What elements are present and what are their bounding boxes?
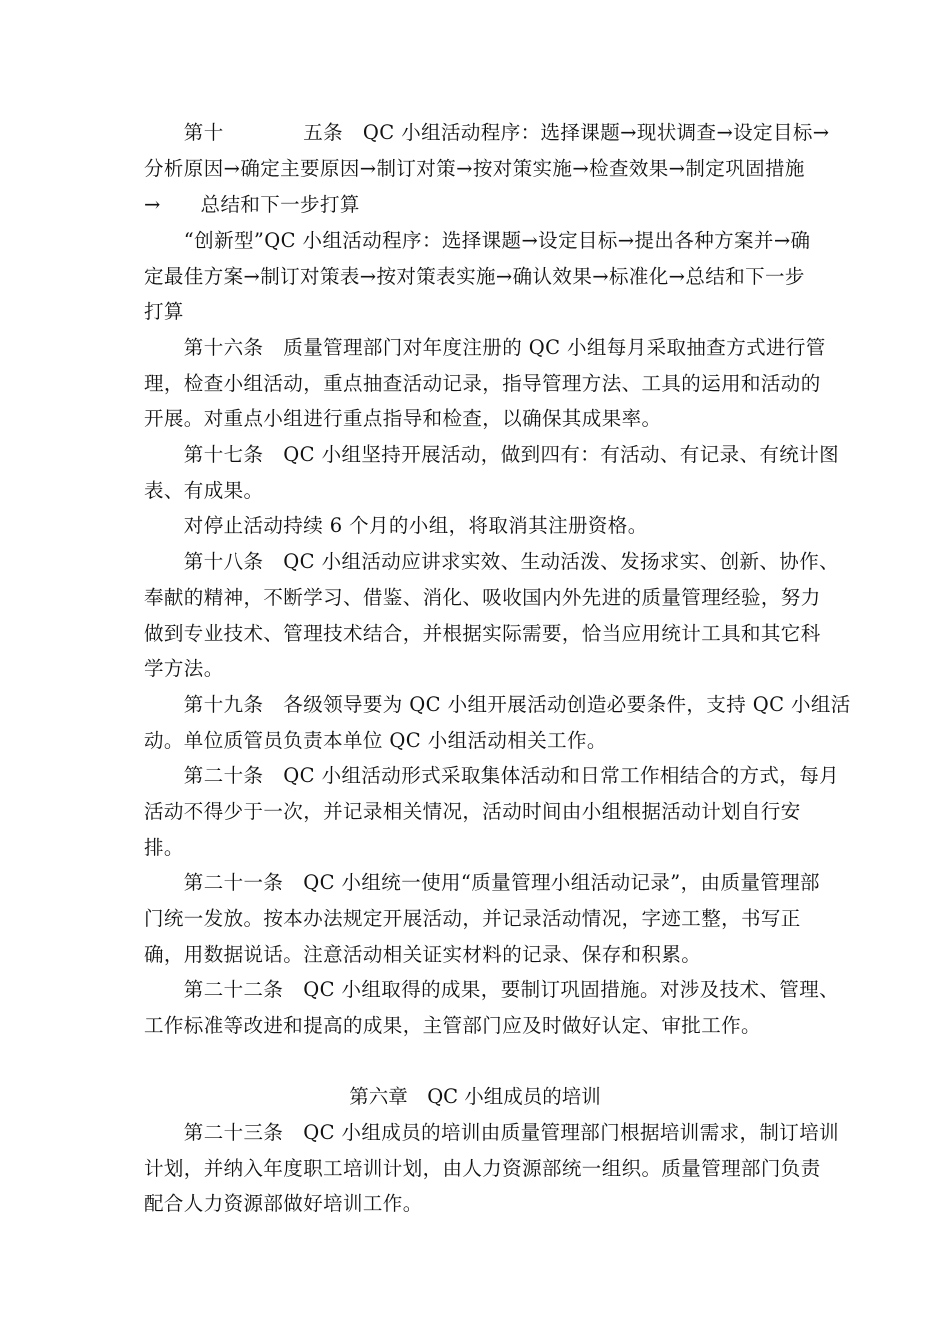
text-line: 打算 [144, 300, 184, 323]
text-line: 第二十三条 QC 小组成员的培训由质量管理部门根据培训需求，制订培训 [144, 1121, 840, 1144]
text-line: 门统一发放。按本办法规定开展活动，并记录活动情况，字迹工整，书写正 [144, 907, 801, 930]
text-line: 开展。对重点小组进行重点指导和检查，以确保其成果率。 [144, 407, 662, 430]
text-line: 第二十一条 QC 小组统一使用“质量管理小组活动记录”，由质量管理部 [144, 871, 820, 894]
text-line: 第十 五条 QC 小组活动程序：选择课题→现状调查→设定目标→ [144, 121, 830, 144]
text-line: “创新型”QC 小组活动程序：选择课题→设定目标→提出各种方案并→确 [144, 229, 811, 252]
text-line: 活动不得少于一次，并记录相关情况，活动时间由小组根据活动计划自行安 [144, 800, 801, 823]
text-line: 第十七条 QC 小组坚持开展活动，做到四有：有活动、有记录、有统计图 [144, 443, 840, 466]
text-line: 配合人力资源部做好培训工作。 [144, 1192, 423, 1215]
text-line: 确，用数据说话。注意活动相关证实材料的记录、保存和积累。 [144, 943, 702, 966]
text-line: 做到专业技术、管理技术结合，并根据实际需要，恰当应用统计工具和其它科 [144, 622, 821, 645]
text-line: 排。 [144, 836, 184, 859]
text-line: 第二十二条 QC 小组取得的成果，要制订巩固措施。对涉及技术、管理、 [144, 978, 840, 1001]
text-line: 动。单位质管员负责本单位 QC 小组活动相关工作。 [144, 729, 607, 752]
text-line: 表、有成果。 [144, 479, 264, 502]
text-line: 分析原因→确定主要原因→制订对策→按对策实施→检查效果→制定巩固措施 [144, 157, 805, 180]
text-line: → 总结和下一步打算 [144, 193, 360, 216]
text-line: 理，检查小组活动，重点抽查活动记录，指导管理方法、工具的运用和活动的 [144, 372, 821, 395]
text-line: 定最佳方案→制订对策表→按对策表实施→确认效果→标准化→总结和下一步 [144, 265, 805, 288]
text-line: 工作标准等改进和提高的成果，主管部门应及时做好认定、审批工作。 [144, 1014, 761, 1037]
text-line: 第十六条 质量管理部门对年度注册的 QC 小组每月采取抽查方式进行管 [144, 336, 826, 359]
chapter-heading: 第六章 QC 小组成员的培训 [349, 1085, 601, 1108]
text-line: 计划，并纳入年度职工培训计划，由人力资源部统一组织。质量管理部门负责 [144, 1157, 821, 1180]
text-line: 学方法。 [144, 657, 224, 680]
text-line: 对停止活动持续 6 个月的小组，将取消其注册资格。 [144, 514, 648, 537]
text-line: 第十八条 QC 小组活动应讲求实效、生动活泼、发扬求实、创新、协作、 [144, 550, 840, 573]
text-line: 第十九条 各级领导要为 QC 小组开展活动创造必要条件，支持 QC 小组活 [144, 693, 851, 716]
text-line: 奉献的精神，不断学习、借鉴、消化、吸收国内外先进的质量管理经验，努力 [144, 586, 821, 609]
text-line: 第二十条 QC 小组活动形式采取集体活动和日常工作相结合的方式，每月 [144, 764, 840, 787]
